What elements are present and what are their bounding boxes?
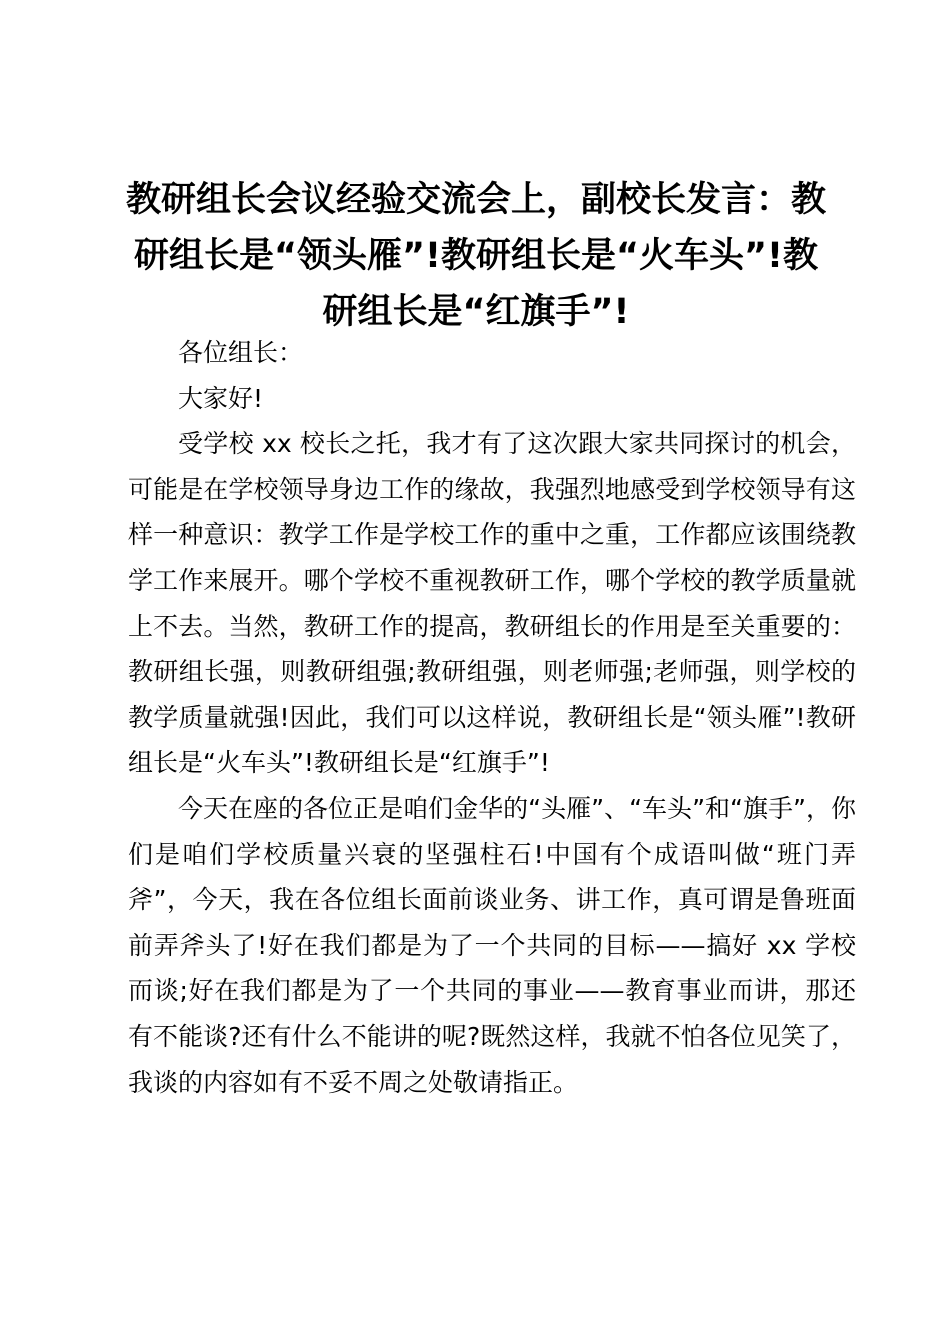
document-title: 教研组长会议经验交流会上，副校长发言：教研组长是“领头雁”!教研组长是“火车头”!教研组长是“红旗手”! (125, 180, 826, 332)
paragraph: 今天在座的各位正是咱们金华的“头雁”、“车头”和“旗手”，你们是咱们学校质量兴衰的坚强柱石!中国有个成语叫做“班门弄斧”，今天，我在各位组长面前谈业务、讲工作，真可谓是鲁班面前弄斧头了!好在我们都是为了一个共同的目标——搞好 xx 学校而谈;好在我们都是为了一个共同的事业——教育事业而讲，那还有不能谈?还有什么不能讲的呢?既然这样，我就不怕各位见笑了，我谈的内容如有不妥不周之处敬请指正。 (128, 793, 856, 1097)
paragraph: 受学校 xx 校长之托，我才有了这次跟大家共同探讨的机会，可能是在学校领导身边工作的缘故，我强烈地感受到学校领导有这样一种意识：教学工作是学校工作的重中之重，工作都应该围绕教学工作来展开。哪个学校不重视教研工作，哪个学校的教学质量就上不去。当然，教研工作的提高，教研组长的作用是至关重要的：教研组长强，则教研组强;教研组强，则老师强;老师强，则学校的教学质量就强!因此，我们可以这样说，教研组长是“领头雁”!教研组长是“火车头”!教研组长是“红旗手”! (128, 429, 856, 778)
greeting: 大家好! (178, 383, 264, 413)
document-body (128, 330, 856, 1105)
salutation: 各位组长： (178, 338, 304, 367)
